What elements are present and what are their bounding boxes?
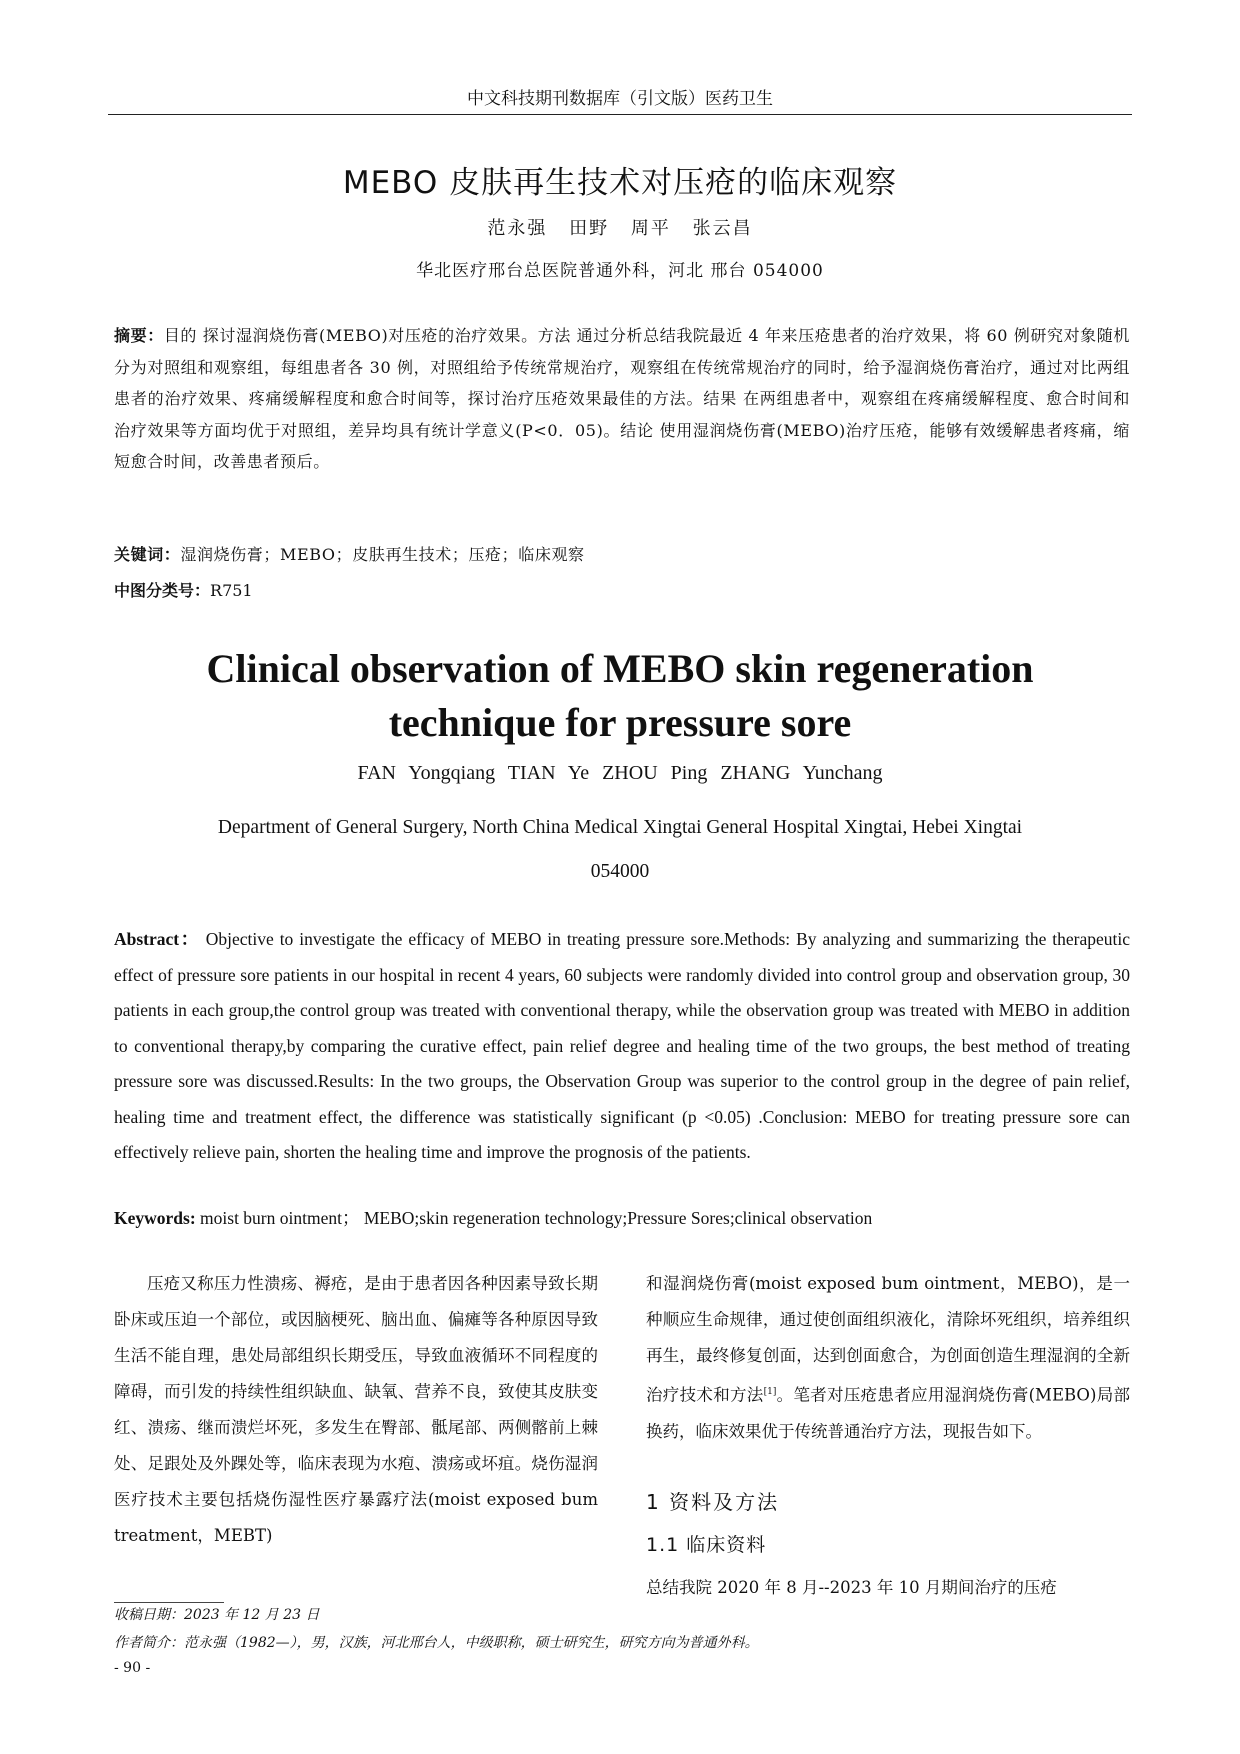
section-1-1-body: 总结我院 2020 年 8 月--2023 年 10 月期间治疗的压疮 [646, 1578, 1057, 1597]
english-keywords-label: Keywords: [114, 1208, 196, 1228]
footnote-divider [114, 1602, 224, 1603]
classification-value: R751 [210, 581, 253, 600]
body-paragraph-2 [646, 1266, 1130, 1450]
chinese-abstract-text: 目的 探讨湿润烧伤膏(MEBO)对压疮的治疗效果。方法 通过分析总结我院最近 4 年来压疮患者的治疗效果，将 60 例研究对象随机分为对照组和观察组，每组患者各 30 例，对照组给予传统常规治疗，观察组在传统常规治疗的同时，给予湿润烧伤膏治疗，通过对比两组患者的治疗效果、疼痛缓解程度和愈合时间等，探讨治疗压疮效果最佳的方法。结果 在两组患者中，观察组在疼痛缓解程度、愈合时间和治疗效果等方面均优于对照组，差异均具有统计学意义(P<0．05)。结论 使用湿润烧伤膏(MEBO)治疗压疮，能够有效缓解患者疼痛，缩短愈合时间，改善患者预后。 [114, 326, 1130, 471]
body-paragraph-2-part-b: 。笔者对压疮患者应用湿润烧伤膏(MEBO)局部换药，临床效果优于传统普通治疗方法，现报告如下。 [646, 1385, 1130, 1441]
body-column-right [646, 1266, 1130, 1450]
running-header: 中文科技期刊数据库（引文版）医药卫生 [108, 84, 1132, 115]
chinese-keywords-text: 湿润烧伤膏；MEBO；皮肤再生技术；压疮；临床观察 [180, 545, 585, 564]
citation-ref-1: [1] [763, 1387, 777, 1397]
chinese-affiliation: 华北医疗邢台总医院普通外科，河北 邢台 054000 [416, 261, 824, 281]
english-affiliation [150, 806, 1090, 894]
classification-number [114, 578, 1130, 601]
chinese-abstract-label: 摘要： [114, 326, 164, 345]
section-heading-1: 1 资料及方法 [646, 1490, 780, 1514]
section-heading-1-1: 1.1 临床资料 [646, 1534, 767, 1556]
chinese-authors: 范永强 田野 周平 张云昌 [487, 218, 753, 239]
body-paragraph-1: 压疮又称压力性溃疡、褥疮，是由于患者因各种因素导致长期卧床或压迫一个部位，或因脑梗死、脑出血、偏瘫等各种原因导致生活不能自理，患处局部组织长期受压，导致血液循环不同程度的障碍，而引发的持续性组织缺血、缺氧、营养不良，致使其皮肤变红、溃疡、继而溃烂坏死，多发生在臀部、骶尾部、两侧髂前上棘处、足跟处及外踝处等，临床表现为水疱、溃疡或坏疽。烧伤湿润医疗技术主要包括烧伤湿性医疗暴露疗法(moist exposed bum treatment，MEBT) [114, 1274, 598, 1545]
chinese-title: MEBO 皮肤再生技术对压疮的临床观察 [342, 165, 898, 201]
english-abstract [114, 922, 1130, 1171]
english-title-line-2: technique for pressure sore [388, 700, 852, 745]
english-affiliation-line-1: Department of General Surgery, North China Medical Xingtai General Hospital Xingtai, Hebei Xingtai [217, 817, 1023, 838]
english-abstract-label: Abstract： [114, 929, 200, 949]
footnote-author-bio: 作者简介：范永强（1982—），男，汉族，河北邢台人，中级职称，硕士研究生，研究方向为普通外科。 [114, 1635, 759, 1651]
chinese-keywords-label: 关键词： [114, 545, 181, 564]
body-paragraph-2-part-a: 和湿润烧伤膏(moist exposed bum ointment，MEBO)，是一种顺应生命规律，通过使创面组织液化，清除坏死组织，培养组织再生，最终修复创面，达到创面愈合，为创面创造生理湿润的全新治疗技术和方法 [646, 1274, 1130, 1405]
body-column-left [114, 1266, 598, 1554]
page-number: - 90 - [114, 1660, 151, 1676]
english-abstract-text: Objective to investigate the efficacy of MEBO in treating pressure sore.Methods: By analyzing and summarizing the therapeutic effect of pressure sore patients in our hospital in recent 4 years, 60 subjects were randomly divided into control group and observation group, 30 patients in each group,the control group was treated with conventional therapy, while the observation group was treated with MEBO in addition to conventional therapy,by comparing the curative effect, pain relief degree and healing time of the two groups, the best method of treating pressure sore was discussed.Results: In the two groups, the Observation Group was superior to the control group in the degree of pain relief, healing time and treatment effect, the difference was statistically significant (p <0.05) .Conclusion: MEBO for treating pressure sore can effectively relieve pain, shorten the healing time and improve the prognosis of the patients. [114, 929, 1131, 1162]
english-title-line-1: Clinical observation of MEBO skin regeneration [206, 646, 1034, 691]
english-keywords [114, 1205, 1130, 1230]
chinese-keywords [114, 542, 1130, 565]
chinese-abstract [114, 320, 1130, 478]
english-affiliation-line-2: 054000 [590, 861, 650, 882]
classification-label: 中图分类号： [114, 581, 211, 600]
english-authors: FAN Yongqiang TIAN Ye ZHOU Ping ZHANG Yunchang [357, 762, 883, 784]
english-title [108, 642, 1132, 750]
english-keywords-text: moist burn ointment； MEBO;skin regeneration technology;Pressure Sores;clinical observation [200, 1208, 873, 1228]
footnote-received-date: 收稿日期：2023 年 12 月 23 日 [114, 1607, 320, 1623]
